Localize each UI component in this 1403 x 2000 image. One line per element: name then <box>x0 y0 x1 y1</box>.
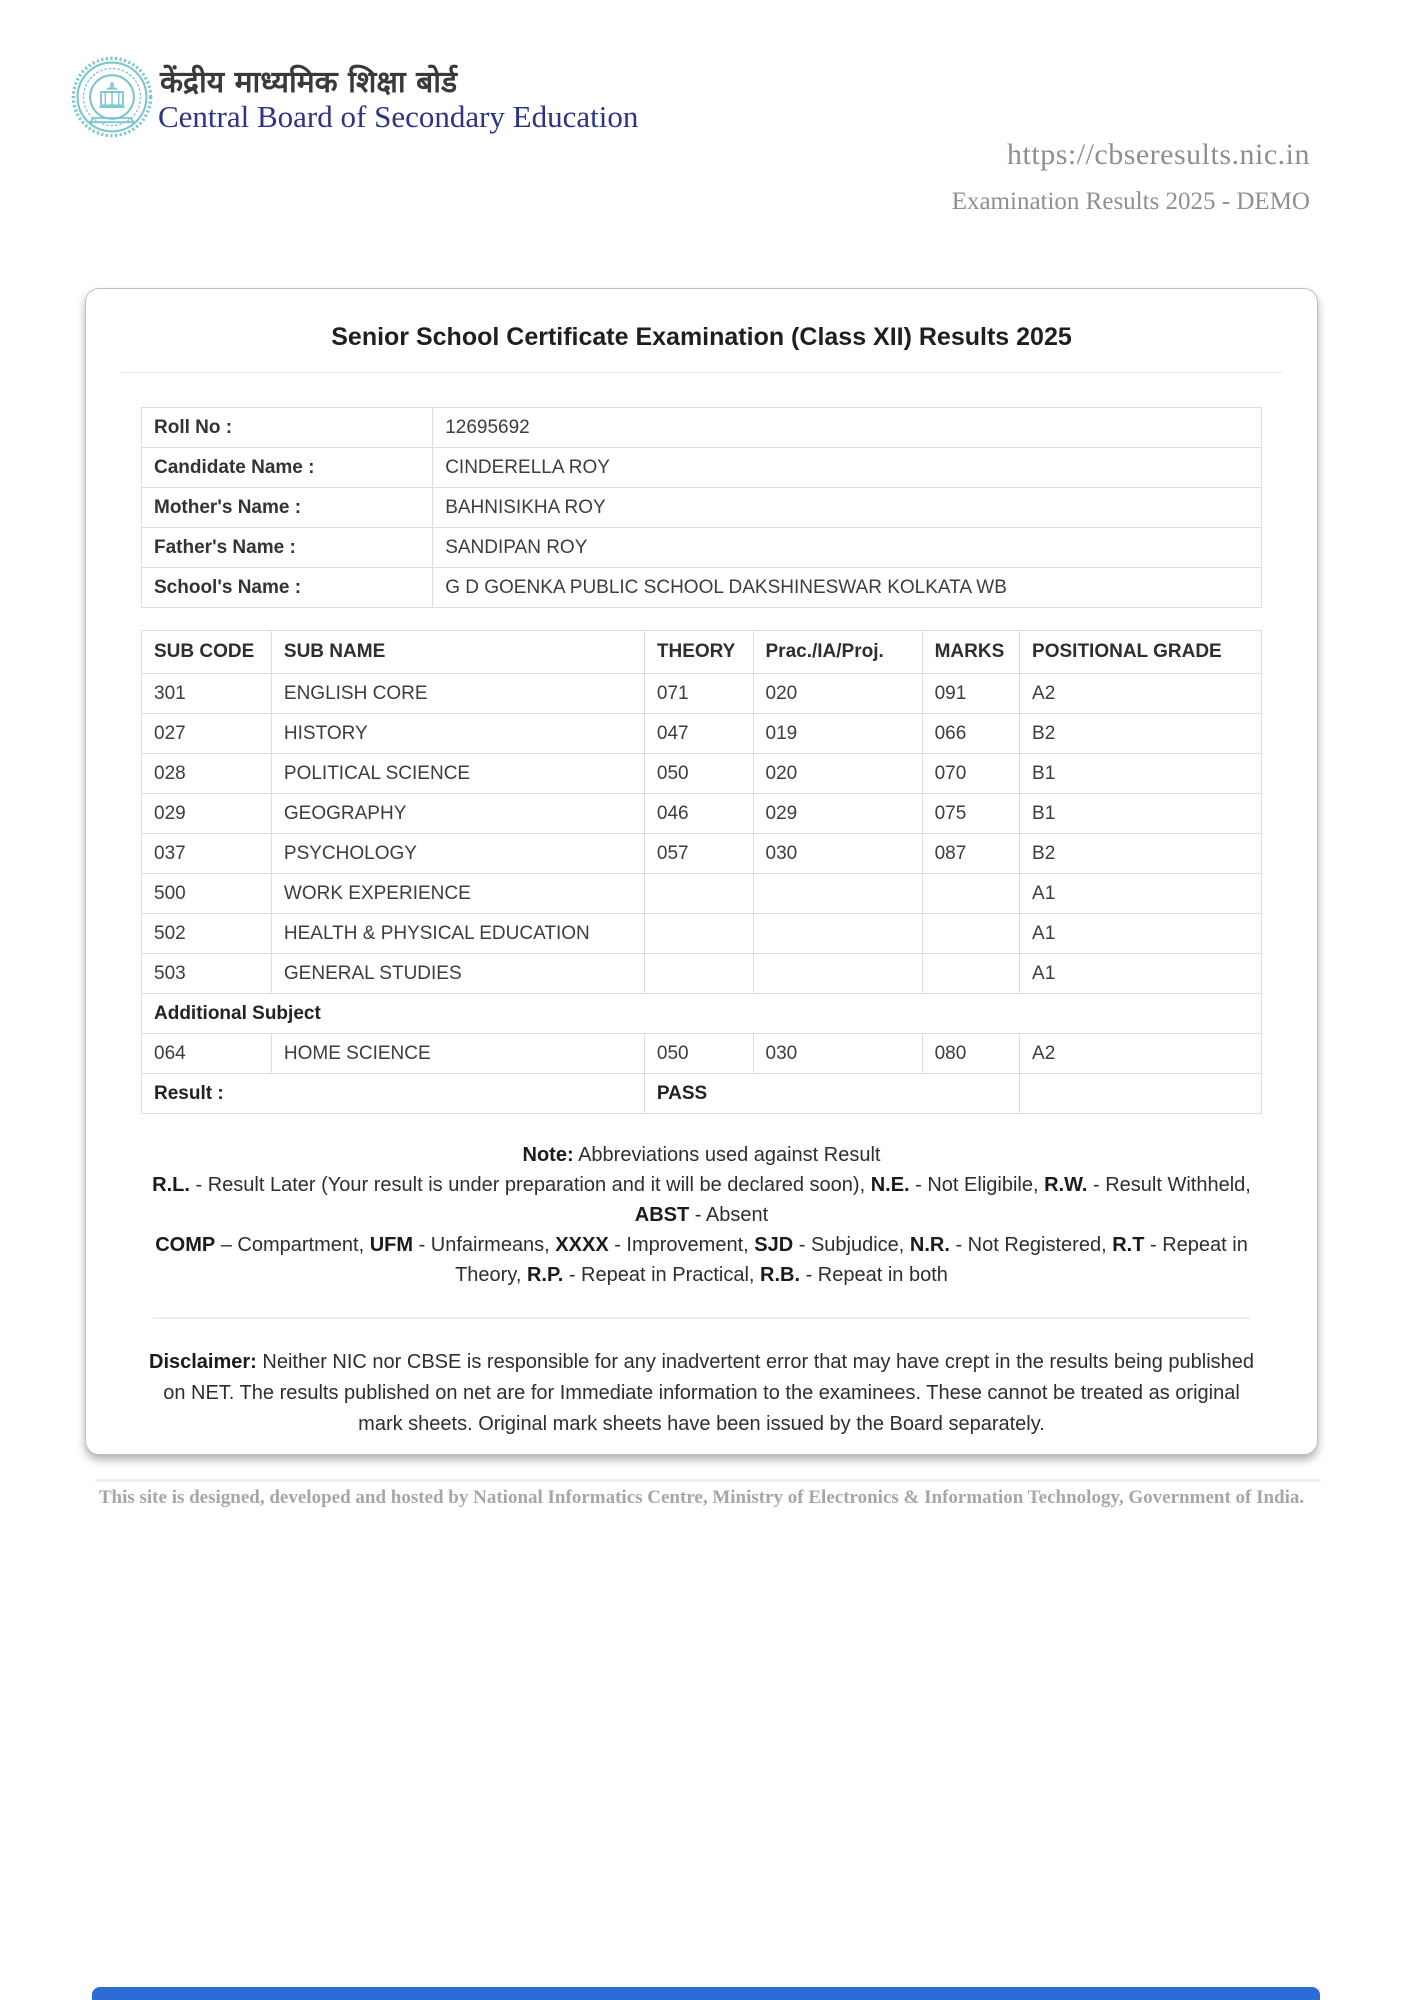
abbreviation: COMP <box>155 1234 216 1256</box>
note-text: - Not Registered, <box>949 1234 1113 1256</box>
subject-theory: 057 <box>644 834 753 874</box>
subject-prac <box>753 914 922 954</box>
subject-prac: 030 <box>753 1034 922 1074</box>
candidate-info-label: Father's Name : <box>142 528 433 568</box>
subject-theory <box>644 874 753 914</box>
subject-prac: 019 <box>753 714 922 754</box>
abbreviation: R.B. <box>760 1264 801 1286</box>
footer-divider <box>95 1479 1321 1482</box>
subject-grade: A1 <box>1020 914 1262 954</box>
subject-marks: 087 <box>922 834 1019 874</box>
subject-row <box>142 914 1262 954</box>
candidate-info-row <box>142 488 1262 528</box>
subject-name: POLITICAL SCIENCE <box>271 754 644 794</box>
additional-subject-section-row <box>142 994 1262 1034</box>
note-text: - Repeat in both <box>800 1264 948 1286</box>
brand-title-hindi: केंद्रीय माध्यमिक शिक्षा बोर्ड <box>160 65 458 100</box>
candidate-info-label: Roll No : <box>142 408 433 448</box>
candidate-info-row <box>142 408 1262 448</box>
abbreviation: SJD <box>754 1234 794 1256</box>
note-line <box>143 1230 1260 1290</box>
candidate-info-table <box>141 407 1262 608</box>
subject-theory <box>644 954 753 994</box>
subject-name: GENERAL STUDIES <box>271 954 644 994</box>
subject-grade: A2 <box>1020 1034 1262 1074</box>
abbreviation: XXXX <box>555 1234 609 1256</box>
subject-theory <box>644 914 753 954</box>
subject-name: HEALTH & PHYSICAL EDUCATION <box>271 914 644 954</box>
marks-column-header: Prac./IA/Proj. <box>753 631 922 674</box>
subject-code: 028 <box>142 754 272 794</box>
candidate-info-value: CINDERELLA ROY <box>433 448 1262 488</box>
site-url: https://cbseresults.nic.in <box>1007 138 1310 171</box>
marks-column-header: SUB CODE <box>142 631 272 674</box>
marks-header-row <box>142 631 1262 674</box>
subject-code: 503 <box>142 954 272 994</box>
subject-name: GEOGRAPHY <box>271 794 644 834</box>
candidate-info-label: Mother's Name : <box>142 488 433 528</box>
subject-name: HOME SCIENCE <box>271 1034 644 1074</box>
subject-marks: 080 <box>922 1034 1019 1074</box>
candidate-info-label: Candidate Name : <box>142 448 433 488</box>
subject-prac: 020 <box>753 674 922 714</box>
abbreviation: R.T <box>1112 1234 1145 1256</box>
marks-column-header: MARKS <box>922 631 1019 674</box>
additional-subject-label: Additional Subject <box>142 994 1262 1034</box>
note-text: - Absent <box>689 1204 769 1226</box>
subject-code: 301 <box>142 674 272 714</box>
note-text: - Not Eligibile, <box>909 1174 1045 1196</box>
candidate-info-row <box>142 568 1262 608</box>
subject-prac <box>753 874 922 914</box>
subject-prac <box>753 954 922 994</box>
subject-prac: 030 <box>753 834 922 874</box>
note-text: - Improvement, <box>608 1234 755 1256</box>
subject-code: 064 <box>142 1034 272 1074</box>
candidate-info-row <box>142 528 1262 568</box>
result-row <box>142 1074 1262 1114</box>
subject-marks <box>922 954 1019 994</box>
subject-row <box>142 1034 1262 1074</box>
subject-grade: B1 <box>1020 794 1262 834</box>
bottom-bar <box>92 1987 1320 2000</box>
subject-grade: A1 <box>1020 954 1262 994</box>
subject-name: WORK EXPERIENCE <box>271 874 644 914</box>
abbreviation: R.L. <box>152 1174 190 1196</box>
subject-grade: A1 <box>1020 874 1262 914</box>
subject-marks: 070 <box>922 754 1019 794</box>
subject-marks: 075 <box>922 794 1019 834</box>
subject-theory: 047 <box>644 714 753 754</box>
abbreviation: N.R. <box>909 1234 950 1256</box>
abbreviation: R.W. <box>1044 1174 1088 1196</box>
subject-prac: 029 <box>753 794 922 834</box>
note-text: - Result Withheld, <box>1087 1174 1251 1196</box>
subject-theory: 050 <box>644 754 753 794</box>
note-text: Abbreviations used against Result <box>573 1144 881 1166</box>
subject-grade: B2 <box>1020 834 1262 874</box>
subject-row <box>142 794 1262 834</box>
subject-marks: 066 <box>922 714 1019 754</box>
title-divider <box>121 372 1282 373</box>
candidate-info-value: 12695692 <box>433 408 1262 448</box>
cbse-logo-icon <box>70 54 154 140</box>
subject-code: 027 <box>142 714 272 754</box>
subject-name: ENGLISH CORE <box>271 674 644 714</box>
candidate-info-value: BAHNISIKHA ROY <box>433 488 1262 528</box>
subject-row <box>142 874 1262 914</box>
abbreviation: N.E. <box>870 1174 910 1196</box>
result-grade-cell <box>1020 1074 1262 1114</box>
note-section <box>141 1140 1262 1290</box>
abbreviation: R.P. <box>526 1264 564 1286</box>
marks-column-header: THEORY <box>644 631 753 674</box>
result-value: PASS <box>644 1074 1019 1114</box>
subject-grade: A2 <box>1020 674 1262 714</box>
disclaimer-label: Disclaimer: <box>149 1351 257 1373</box>
subject-row <box>142 754 1262 794</box>
subject-code: 029 <box>142 794 272 834</box>
note-heading <box>143 1140 1260 1170</box>
subject-marks <box>922 914 1019 954</box>
subject-code: 502 <box>142 914 272 954</box>
candidate-info-value: SANDIPAN ROY <box>433 528 1262 568</box>
abbreviation: ABST <box>634 1204 690 1226</box>
note-text: - Repeat in Theory, <box>455 1234 1248 1286</box>
note-text: - Unfairmeans, <box>413 1234 556 1256</box>
marks-column-header: SUB NAME <box>271 631 644 674</box>
brand-title-english: Central Board of Secondary Education <box>158 99 639 134</box>
subject-code: 500 <box>142 874 272 914</box>
subject-marks: 091 <box>922 674 1019 714</box>
note-text: - Result Later (Your result is under preparation and it will be declared soon), <box>189 1174 871 1196</box>
note-text: – Compartment, <box>215 1234 370 1256</box>
subject-theory: 046 <box>644 794 753 834</box>
candidate-info-value: G D GOENKA PUBLIC SCHOOL DAKSHINESWAR KOLKATA WB <box>433 568 1262 608</box>
subject-row <box>142 954 1262 994</box>
subject-prac: 020 <box>753 754 922 794</box>
site-reference <box>952 138 1310 216</box>
exam-title: Senior School Certificate Examination (Class XII) Results 2025 <box>331 323 1072 351</box>
marks-table <box>141 630 1262 1114</box>
disclaimer <box>141 1347 1262 1440</box>
subject-theory: 071 <box>644 674 753 714</box>
note-text: - Subjudice, <box>793 1234 910 1256</box>
results-card <box>85 288 1318 1455</box>
marks-column-header: POSITIONAL GRADE <box>1020 631 1262 674</box>
abbreviation: UFM <box>369 1234 414 1256</box>
subject-theory: 050 <box>644 1034 753 1074</box>
result-label: Result : <box>142 1074 645 1114</box>
subject-marks <box>922 874 1019 914</box>
exam-session-label: Examination Results 2025 - DEMO <box>951 188 1310 215</box>
subject-grade: B1 <box>1020 754 1262 794</box>
subject-name: PSYCHOLOGY <box>271 834 644 874</box>
nic-footer-text: This site is designed, developed and hosted by National Informatics Centre, Ministry of Electronics & Information Technology, Government of India. <box>98 1487 1305 1508</box>
candidate-info-row <box>142 448 1262 488</box>
subject-row <box>142 674 1262 714</box>
subject-row <box>142 714 1262 754</box>
disclaimer-text: Neither NIC nor CBSE is responsible for any inadvertent error that may have crept in the results being published on NET. The results published on net are for Immediate information to the examinees. These cannot be treated as original mark sheets. Original mark sheets have been issued by the Board separately. <box>163 1351 1255 1435</box>
note-line <box>143 1170 1260 1230</box>
note-text: - Repeat in Practical, <box>563 1264 761 1286</box>
section-divider <box>153 1317 1250 1319</box>
subject-name: HISTORY <box>271 714 644 754</box>
candidate-info-label: School's Name : <box>142 568 433 608</box>
subject-row <box>142 834 1262 874</box>
abbreviation: Note: <box>522 1144 574 1166</box>
subject-grade: B2 <box>1020 714 1262 754</box>
subject-code: 037 <box>142 834 272 874</box>
